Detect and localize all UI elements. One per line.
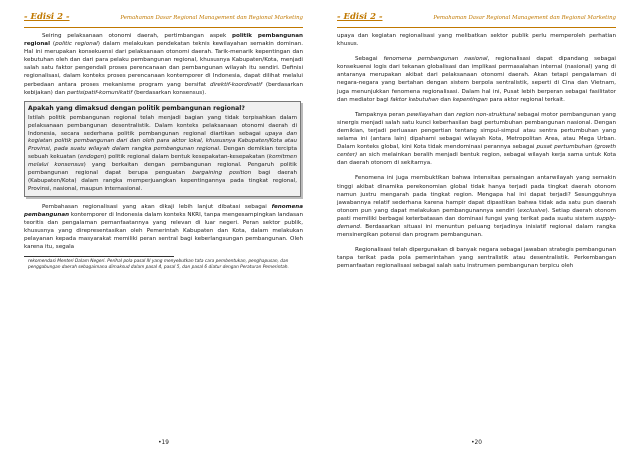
footnote: rekomendasi Menteri Dalam Negeri. Perihal pola pasal III yang menyebutkan tata cara pembentukan, penghapusan, dan penggabungan daerah sebagaimana dimaksud dalam pasal 4, pasal 5, dan pasal 6 diatur dengan Peraturan Pemerintah. — [28, 259, 289, 271]
paragraph: Fenomena ini juga membuktikan bahwa intensitas persaingan antarwilayah yang semakin tinggi akibat dinamika perekonomian global tidak hanya terjadi pada tingkat daerah otonom namun justru mengarah pada tingkat region. Mengapa hal ini dapat terjadi? Sesungguhnya jawabannya relatif sederhana karena hampir dapat dipastikan bahwa tidak ada satu pun daerah otonom pun yang dapat melakukan pembangunannya sendiri (exclusive). Setiap daerah otonom pasti memiliki berbagai keterbatasan dan dominasi fungsi yang terikat pada suatu sistem supply-demand. Berdasarkan situasi ini menuntun peluang terjadinya inisiatif regional dalam rangka mensinergikan potensi dan program pembangunan. — [337, 175, 616, 239]
info-box-title: Apakah yang dimaksud dengan politik pembangunan regional? — [28, 104, 245, 112]
header-rule — [337, 27, 616, 28]
paragraph: Seiring pelaksanaan otonomi daerah, pertimbangan aspek politik pembangunan regional (politic regional) dalam melakukan pendekatan teknis kewilayahan semakin dominan. Hal ini merupakan konsekuensi dari pelaksanaan otonomi daerah. Tarik-menarik kepentingan dan kebutuhan oleh dan dari para pelaku pembangunan regional, khususnya Kabupaten/Kota, menjadi salah satu faktor pengendali proses perencanaan dan pembangunan wilayah itu sendiri. Definisi regionalisasi, dalam konteks proses perencanaan kontemporer di Indonesia, dapat dilihat melalui perbedaan antara proses mekanisme program yang bersifat direktif-koordinatif (berdasarkan kebijakan) dan partisipatif-komunikatif (berdasarkan konsensus). — [24, 33, 304, 96]
edition-label: - Edisi 2 - — [24, 12, 70, 22]
footnote-rule — [24, 256, 174, 257]
header-rule — [24, 27, 303, 28]
paragraph: Sebagai fenomena pembangunan nasional, regionalisasi dapat dipandang sebagai konsekuensi logis dari tekanan globalisasi dan implikasi permasalahan internal (nasional) yang di antaranya merupakan akibat dari pelaksanaan otonomi daerah. Akan tetapi pengalaman di negara-negara yang bertahan dengan sistem berpola sentralistik, seperti di Cina dan Vietnam, juga menunjukkan fenomena regionalisasi. Dalam hal ini, Pusat lebih berperan sebagai fasilitator dan mediator bagi faktor kebutuhan dan kepentingan para aktor regional terkait. — [337, 56, 616, 103]
info-box-text: Istilah politik pembangunan regional telah menjadi bagian yang tidak terpisahkan dalam pelaksanaan pembangunan desentralistik. Dalam konteks pelaksanaan otonomi daerah di Indonesia, secara sederhana politik pembangunan regional diartikan sebagai upaya dan kegiatan politik pembangunan dari dan oleh para aktor lokal, khususnya Kabupaten/Kota atau Provinsi, pada suatu wilayah dalam rangka pembangunan regional. Dengan demikian tercipta sebuah kekuatan (endogen) politik regional dalam bentuk kesepakatan-kesepakatan (komitmen melalui konsensus) yang berkaitan dengan pembangunan regional. Pengaruh politik pembangunan regional dapat berupa penguatan bargaining position bagi daerah (Kabupaten/Kota) dalam rangka memperjuangkan kepentingannya pada tingkat regional, Provinsi, nasional, maupun internasional. — [28, 114, 298, 192]
info-box — [24, 101, 301, 197]
page-number: •20 — [471, 440, 482, 446]
page-number: •19 — [158, 440, 169, 446]
paragraph: Pembahasan regionalisasi yang akan dikaji lebih lanjut dibatasi sebagai fenomena pembangunan kontemporer di Indonesia dalam konteks NKRI, tanpa mengesampingkan landasan teoritis dan pengalaman pemanfaatannya yang relevan di luar negeri. Peran sektor publik, khususnya yang direpresentasikan oleh Pemerintah Kabupaten dan Kota, dalam melakukan pelayanan kepada masyarakat memiliki peran sentral bagi keberlangsungan pembangunan. Oleh karena itu, segala — [24, 203, 303, 251]
page-header — [337, 12, 616, 26]
running-title: Pemahaman Dasar Regional Management dan Regional Marketing — [433, 15, 616, 21]
paragraph: Tampaknya peran pewilayahan dan region non-struktural sebagai motor pembangunan yang sinergis menjadi salah satu kunci keberhasilan bagi pertumbuhan pembangunan nasional. Dengan demikian, terjadi perluasan pengertian tentang simpul-simpul atau sentra pertumbuhan yang selama ini (antara lain) dipahami sebagai wilayah Kota, Metropolitan Area, atau Mega Urban. Dalam konteks global, kini Kota tidak mendominasi perannya sebagai pusat pertumbuhan (growth center) an sich melainkan beralih menjadi bentuk region, sebagai wilayah kerja sama untuk Kota dan daerah otonom di sekitarnya. — [337, 111, 616, 167]
edition-label: - Edisi 2 - — [337, 12, 383, 22]
paragraph: Regionalisasi telah dipergunakan di banyak negara sebagai jawaban strategis pembangunan tanpa terikat pada pola pemerintahan yang sentralistik atau desentralistik. Perkembangan pemanfaatan regionalisasi sebagai salah satu instrumen pembangunan terpicu oleh — [337, 247, 616, 270]
right-page — [319, 0, 638, 452]
running-title: Pemahaman Dasar Regional Management dan Regional Marketing — [120, 15, 303, 21]
page-header — [24, 12, 303, 26]
paragraph: upaya dan kegiatan regionalisasi yang melibatkan sektor publik perlu memperoleh perhatian khusus. — [337, 33, 616, 48]
